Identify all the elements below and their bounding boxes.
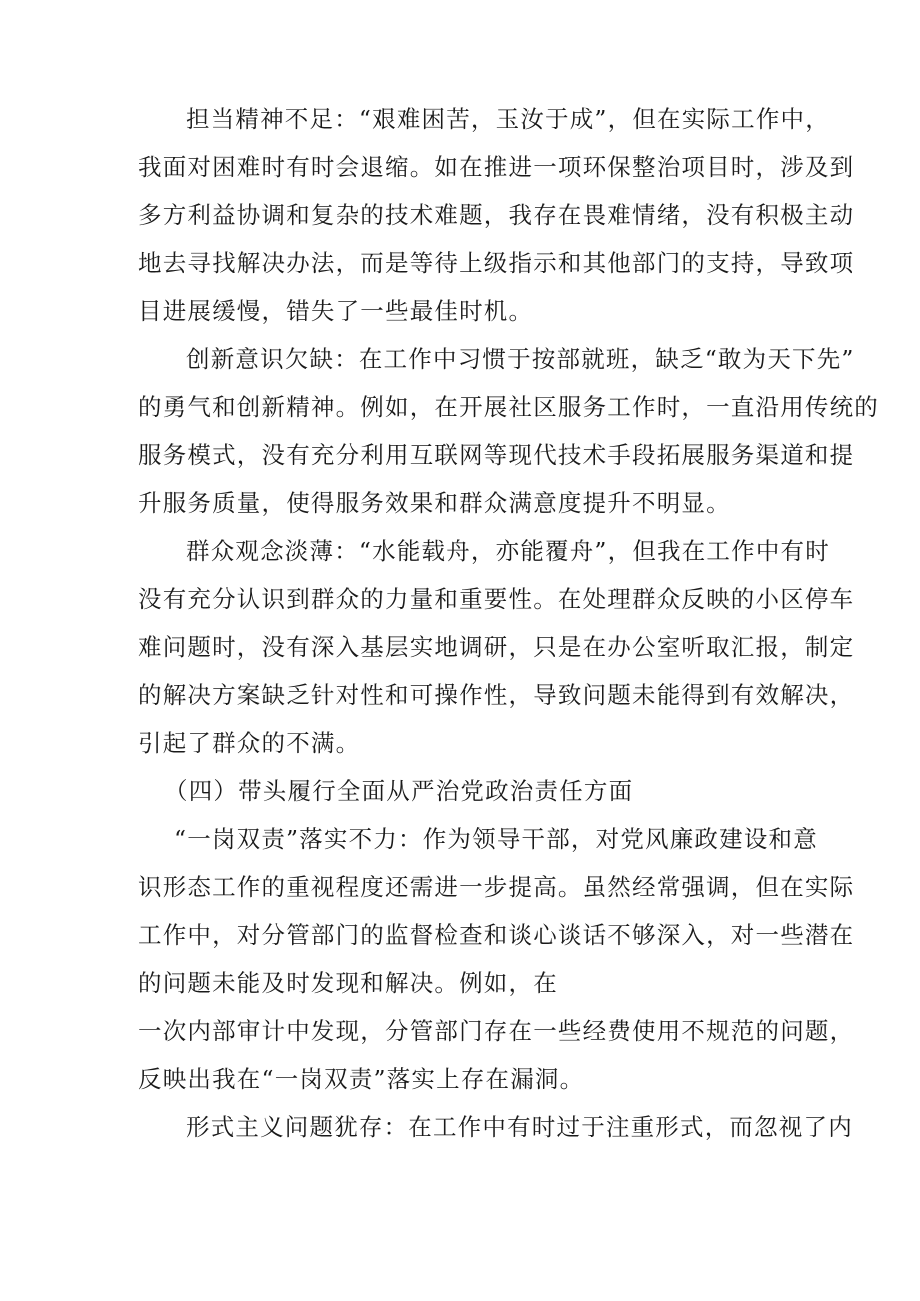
paragraph-line: 担当精神不足：“艰难困苦，玉汝于成”，但在实际工作中， [186, 105, 830, 133]
paragraph-line: 群众观念淡薄：“水能载舟，亦能覆舟”，但我在工作中有时 [186, 537, 830, 565]
paragraph-line: 没有充分认识到群众的力量和重要性。在处理群众反映的小区停车 [138, 585, 855, 613]
paragraph-line: 反映出我在“一岗双责”落实上存在漏洞。 [138, 1065, 585, 1093]
paragraph-line: 形式主义问题犹存：在工作中有时过于注重形式，而忽视了内 [186, 1113, 853, 1141]
paragraph-line: 引起了群众的不满。 [138, 729, 361, 757]
paragraph-line: 地去寻找解决办法，而是等待上级指示和其他部门的支持，导致项 [138, 249, 855, 277]
paragraph-line: 我面对困难时有时会退缩。如在推进一项环保整治项目时，涉及到 [138, 153, 855, 181]
paragraph-line: 的勇气和创新精神。例如，在开展社区服务工作时，一直沿用传统的 [138, 393, 879, 421]
paragraph-line: 服务模式，没有充分利用互联网等现代技术手段拓展服务渠道和提 [138, 441, 855, 469]
paragraph-line: 创新意识欠缺：在工作中习惯于按部就班，缺乏“敢为天下先” [186, 345, 855, 373]
paragraph-line: 的解决方案缺乏针对性和可操作性，导致问题未能得到有效解决， [138, 681, 855, 709]
paragraph-line: 一次内部审计中发现，分管部门存在一些经费使用不规范的问题， [138, 1017, 855, 1045]
paragraph-line: 升服务质量，使得服务效果和群众满意度提升不明显。 [138, 489, 731, 517]
paragraph-line: 多方利益协调和复杂的技术难题，我存在畏难情绪，没有积极主动 [138, 201, 855, 229]
document-body [138, 95, 879, 1151]
section-heading: （四）带头履行全面从严治党政治责任方面 [164, 777, 634, 805]
paragraph-line: 难问题时，没有深入基层实地调研，只是在办公室听取汇报，制定 [138, 633, 855, 661]
paragraph-line: “一岗双责”落实不力：作为领导干部，对党风廉政建设和意 [174, 825, 818, 853]
paragraph-line: 的问题未能及时发现和解决。例如，在 [138, 969, 558, 997]
paragraph-line: 工作中，对分管部门的监督检查和谈心谈话不够深入，对一些潜在 [138, 921, 855, 949]
paragraph-line: 目进展缓慢，错失了一些最佳时机。 [138, 297, 534, 325]
paragraph-line: 识形态工作的重视程度还需进一步提高。虽然经常强调，但在实际 [138, 873, 855, 901]
